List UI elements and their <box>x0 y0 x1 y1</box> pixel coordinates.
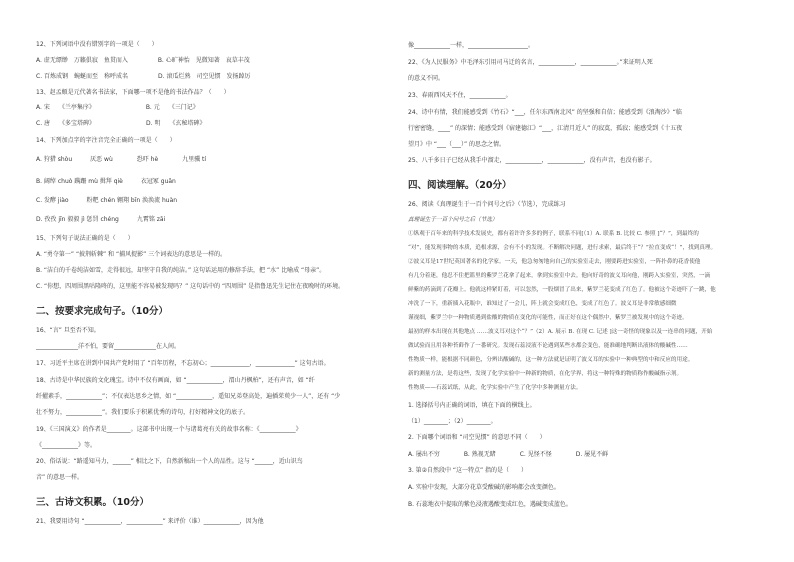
q15-stem: 15、下列句子说法正确的是（ ） <box>36 235 134 242</box>
q19-line-2: 《____________》等。 <box>36 442 97 449</box>
q21-line: 21、我要用诗句 “____________，____________” 来评价（谁）____________，因为他 <box>36 518 264 525</box>
passage-line: 新的测量方法，是将这些，发现了化学实验中一种新的物质，在化学界，将这一种特殊的物质称作酸碱指示剂。 <box>408 371 683 377</box>
q18-line-3: 壮不努力，____________”。我们要乐于积累优秀的诗句，打好精神文化的底子。 <box>36 409 250 416</box>
section4-heading: 四、阅读理解。（20分） <box>408 180 512 191</box>
q12-options-cd: C. 百炼成钢 蜿蜒而至 称呼成名 D. 滚瓜烂熟 司空见惯 发扬踔厉 <box>36 73 251 80</box>
passage-line: 性物质一样，能根据不同颜色，分辨出酸碱的，这一种方法就是证明了波义耳的实验中一种典型的中和反应的用途。 <box>408 357 694 363</box>
right-column <box>400 0 785 562</box>
q18-line-2: 纤擢素手，____________”；不仅表达思乡之情，如 “____________，遥知兄弟登高处，遍插茱萸少一人”，还有 “少 <box>36 393 341 400</box>
q26-3-stem: 3. 第②自然段中 “这一特点” 指的是（ ） <box>408 467 528 474</box>
q25-line: 25、八千多日子已经从我手中溜走，____________，____________，没有声音，也没有影子。 <box>408 157 656 164</box>
q17-line: 17、习近平主席在讲到中国共产党时用了 “百年历程，不忘初心；_____________，_____________” 这句古语。 <box>36 360 330 367</box>
q26-1-stem: 1. 选择括号内正确的词语，填在下面的横线上。 <box>408 402 536 409</box>
q14-option-d: D. 孜孜 jīn 毅毅 jì 惩罚 chéng 九霄铭 zāi <box>36 216 166 223</box>
q21-continued: 像____________一样，____________________。 <box>408 42 535 49</box>
section2-heading: 二、按要求完成句子。（10分） <box>36 306 168 317</box>
passage-line: 谨视细，紫罗兰中一种物质遇到盐酸的物质在变化的可能性，而正好在这个偶然中，紫罗兰被发现中的这个奇迹。 <box>408 315 688 321</box>
q18-line-1: 18、古诗是中华民族的文化瑰宝。诗中不仅有画面，如 “____________，渭山丹枫柏”，还有声音，如 “纤 <box>36 377 315 384</box>
passage-line: 冲洗了一下，重新插入花瓶中，谁知过了一会儿，阵上就会变成红色，变成了红色了。波义耳是非常敏感细微 <box>408 301 677 307</box>
q26-3-option-a: A. 实验中发现，大部分花草受酸碱的影响都会改变颜色。 <box>408 484 560 491</box>
q14-stem: 14、下列加点字的字注音完全正确的一项是（ ） <box>36 137 176 144</box>
q26-intro: 26、阅读《真理诞生于一百个问号之后》（节选），完成练习 <box>408 201 566 208</box>
passage-line: ②波义耳是17世纪英国著名的化学家。一天，他急匆匆地向自己的实验室走去，刚要跨进实验室，一阵扑鼻的花香使他 <box>408 259 701 265</box>
passage-line: 有几分着迷，他忍不住把篮里的紫罗兰花拿了起来，拿到实验室中去。他向好奇的波义耳向他，刚跨入实验室，突然，一滴 <box>408 273 711 279</box>
q16-blank-line: ______________洋不怕，要留______________在人间。 <box>36 343 181 350</box>
q23-line: 23、春雨西风天不住，____________。 <box>408 92 512 99</box>
q12-stem: 12、下列词语中没有错别字的一项是（ ） <box>36 41 158 48</box>
q20-line-2: 音” 的意思一样。 <box>36 474 84 481</box>
q26-2-stem: 2. 下面哪个词语和 “司空见惯” 的意思不同（ ） <box>408 434 546 441</box>
q22-line-2: 的意义不同。 <box>408 75 445 82</box>
q24-line-3: 望月》中 “___（___）” 的思念之情。 <box>408 141 506 148</box>
q15-option-b: B. “洁白的千卷纯洁如雪，走得很远，却坚守自我的纯洁。” 这句话运用的修辞手法，把 “水” 比喻成 “母亲”。 <box>36 267 326 274</box>
q13-options-cd: C. 唐 《多宝塔碑》 D. 明 《玄秘塔碑》 <box>36 120 206 127</box>
q14-option-b: B. 阔绰 chuò 蹒跚 mù 揖拜 qiè 衣冠冢 guān <box>36 178 176 185</box>
q13-stem: 13、赵孟頫是元代著名书法家，下面哪一项不是他的书法作品？（ ） <box>36 89 230 96</box>
q20-line-1: 20、俗话说：“路遥知马力，______” 相比之下，自然新稿出一个人的品性。这与 “______，近山识鸟 <box>36 458 303 465</box>
q14-option-c: C. 发酵 jiào 粉粑 chén 翱翔 bīn 涣涣流 huàn <box>36 197 178 204</box>
q24-line-2: 行密密缝，____” 的深情；能感受到《宿建德江》“___，江清月近人” 的寂寞，孤寂；能感受到《十五夜 <box>408 125 683 132</box>
q15-option-c: C. “你想，四周围黑咕隆咚的，这里能不容易被发现吗？” 这句话中的 “四周围” 是指鲁迅先生记住在夜晚时的环境。 <box>36 283 345 290</box>
q19-line-1: 19、《三国演义》的作者是________。这部书中出现一个与诸葛亮有关的故事名称：《____________》 <box>36 426 302 433</box>
passage-title: 真理诞生于一百个问号之后（节选） <box>408 217 498 223</box>
q26-2-options: A. 屡出不穷 B. 熟视无睹 C. 见怪不怪 D. 屡见不鲜 <box>408 451 609 458</box>
passage-line: 做试验而且用各种苔藓作了一番研究。发现石蕊浸液不论遇到某些水都会变色，能准确地判断出液体的酸碱性…… <box>408 343 688 349</box>
section3-heading: 三、古诗文积累。（10分） <box>36 497 149 508</box>
q26-3-option-b: B. 石蕊地衣中提取的紫色浸液遇酸变成红色，遇碱变成蓝色。 <box>408 501 572 508</box>
passage-line: 最初的样本出现在其他地点 ……波义耳对这个“？”（2）A. 展示 B. 在现 C. 记述 ]这一奇怪的现象以及一连串的问题，开始 <box>408 329 713 335</box>
q12-options-ab: A. 虚无缥缈 万籁俱寂 鱼贯而入 B. 心旷神怡 见微知著 哀草丰茂 <box>36 57 250 64</box>
q14-option-a: A. 狩猎 shòu 厌恶 wù 恐吓 hè 九里骥 tí <box>36 156 207 163</box>
q16-stem: 16、“言” 旦至否不知。 <box>36 327 100 334</box>
left-column <box>0 0 385 562</box>
passage-line: ①纵观于百年来的科学技术发展史，都有着许许多多的例子，联系不同[（1）A. 联系 B. 比较 C. 参照 ]“？”，到最终的 <box>408 231 699 237</box>
q26-1-blanks: （1）________；（2）________。 <box>408 418 497 425</box>
q13-options-ab: A. 宋 《兰亭集序》 B. 元 《三门记》 <box>36 104 199 111</box>
passage-line: 鲜紫的药滴到了花瓣上。他就这样紧盯着，可以忽然，一股烟冒了出来，紫罗兰花变成了红色了。他被这个奇迹吓了一跳，他 <box>408 287 716 293</box>
passage-line: “对”，能发现事物的本质，追根求源，会有不小的发现。不断解决问题，进行求索，最后终于“？”拉直变成“！”，找到真理。 <box>408 245 717 251</box>
q22-line-1: 22、《为人民服务》中毛泽东引用司马迁的名言，____________，____________。”来证明人死 <box>408 59 653 66</box>
q15-option-a: A. “勇夺第一” “披荆斩棘” 和 “捕风捉影” 三个词表达的意思是一样的。 <box>36 251 227 258</box>
q24-line-1: 24、诗中有情，我们能感受到《竹石》“___，任尔东西南北风” 的坚强和自信；能感受到《浪淘沙》“临 <box>408 109 682 116</box>
passage-line: 性物质——石蕊试纸，从此，化学实验中产生了化学中多种测量方法。 <box>408 385 582 391</box>
